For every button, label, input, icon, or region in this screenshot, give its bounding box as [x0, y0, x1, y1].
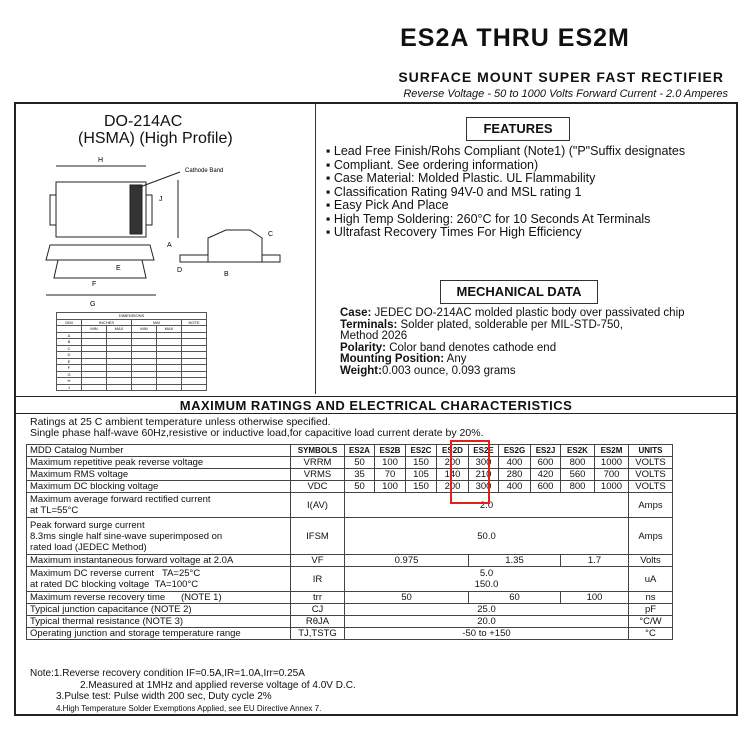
dim-col-inches: INCHES [82, 319, 132, 326]
row-vf [27, 555, 673, 567]
value-cell: 150 [406, 481, 437, 493]
value-cell: 400 [499, 481, 531, 493]
unit-cell: Amps [629, 493, 673, 518]
param-text: at rated DC blocking voltage [30, 579, 150, 590]
rating-summary: Reverse Voltage - 50 to 1000 Volts Forward Current - 2.0 Amperes [403, 88, 728, 100]
col-catalog: MDD Catalog Number [27, 445, 291, 457]
row-surge [27, 518, 673, 555]
param-condition: TA=25°C [161, 568, 201, 579]
ratings-conditions [30, 417, 484, 439]
unit-cell: VOLTS [629, 457, 673, 469]
value-cell: 105 [406, 469, 437, 481]
value-cell: 50.0 [345, 518, 629, 555]
mech-text: 0.003 ounce, 0.093 grams [381, 364, 516, 377]
param-line [30, 579, 287, 590]
feature-item: ▪ Case Material: Molded Plastic. UL Flammability [326, 171, 596, 185]
col-symbols: SYMBOLS [291, 445, 345, 457]
dim-row-label: F [57, 365, 82, 372]
unit-cell: VOLTS [629, 469, 673, 481]
symbol-cell: VRMS [291, 469, 345, 481]
feature-text: Compliant. See ordering information) [333, 157, 539, 172]
dimensions-table [56, 312, 207, 391]
dim-label-g: G [90, 301, 96, 308]
mech-text: Color band denotes cathode end [386, 341, 557, 354]
ratings-note: Single phase half-wave 60Hz,resistive or inductive load,for capacitive load current derate by 20%. [30, 427, 484, 439]
mech-text: Solder plated, solderable per MIL-STD-750, [397, 318, 623, 331]
param-cell [27, 567, 291, 592]
param-cell: Maximum repetitive peak reverse voltage [27, 457, 291, 469]
dim-row-label: G [57, 371, 82, 378]
mech-label: Weight: [340, 364, 382, 377]
value-cell: 1.7 [561, 555, 629, 567]
dimensions-title: DIMENSIONS [57, 313, 207, 320]
dim-row-label: H [57, 378, 82, 385]
symbol-cell: IR [291, 567, 345, 592]
mech-line [340, 366, 750, 378]
dim-col-note: NOTE [182, 319, 207, 326]
unit-cell: °C [629, 628, 673, 640]
symbol-cell: TJ,TSTG [291, 628, 345, 640]
value-cell: 60 [469, 592, 561, 604]
value-cell: 400 [499, 457, 531, 469]
value-cell: 0.975 [345, 555, 469, 567]
param-cell: Typical junction capacitance (NOTE 2) [27, 604, 291, 616]
value-cell: 50 [345, 481, 375, 493]
param-cell: Maximum DC blocking voltage [27, 481, 291, 493]
col-part: ES2M [595, 445, 629, 457]
value-cell: 280 [499, 469, 531, 481]
value-cell: 140 [437, 469, 469, 481]
ratings-heading: MAXIMUM RATINGS AND ELECTRICAL CHARACTERISTICS [14, 396, 738, 414]
feature-text: Classification Rating 94V-0 and MSL rating 1 [333, 184, 582, 199]
param-cell: Maximum RMS voltage [27, 469, 291, 481]
value-line: 5.0 [479, 568, 494, 579]
dim-label-c: C [268, 231, 274, 238]
column-divider [315, 104, 316, 394]
document-subtitle: SURFACE MOUNT SUPER FAST RECTIFIER [398, 69, 724, 85]
col-units: UNITS [629, 445, 673, 457]
row-ir [27, 567, 673, 592]
feature-text: Case Material: Molded Plastic. UL Flammability [333, 171, 596, 185]
mech-label: Terminals: [340, 318, 398, 331]
mechanical-heading: MECHANICAL DATA [440, 280, 598, 304]
value-cell: 200 [437, 457, 469, 469]
feature-text: Lead Free Finish/Rohs Compliant (Note1) ("P"Suffix designates [333, 144, 686, 158]
unit-cell: Amps [629, 518, 673, 555]
notes-block [30, 668, 356, 714]
value-cell: 25.0 [345, 604, 629, 616]
param-cell: Typical thermal resistance (NOTE 3) [27, 616, 291, 628]
value-cell: 200 [437, 481, 469, 493]
col-part: ES2K [561, 445, 595, 457]
value-cell: 150 [406, 457, 437, 469]
package-type: (HSMA) (High Profile) [78, 130, 233, 147]
row-vrrm [27, 457, 673, 469]
value-cell: 1000 [595, 481, 629, 493]
dim-col-mm: MM [132, 319, 182, 326]
symbol-cell: VRRM [291, 457, 345, 469]
col-part: ES2C [406, 445, 437, 457]
dim-sub: MIN [132, 326, 157, 333]
value-cell: 20.0 [345, 616, 629, 628]
value-cell: 100 [375, 481, 406, 493]
col-part: ES2A [345, 445, 375, 457]
dim-label-d: D [177, 267, 183, 274]
features-list [326, 145, 746, 240]
symbol-cell: I(AV) [291, 493, 345, 518]
dim-sub: MAX [157, 326, 182, 333]
feature-item: ▪ Compliant. See ordering information) [326, 157, 539, 172]
mech-text: Method 2026 [340, 330, 408, 342]
feature-item: ▪ High Temp Soldering: 260°C for 10 Seconds At Terminals [326, 211, 651, 226]
dim-row-label: E [57, 358, 82, 365]
value-cell: 1.35 [469, 555, 561, 567]
value-cell: 700 [595, 469, 629, 481]
ratings-table [26, 444, 673, 640]
col-part: ES2D [437, 445, 469, 457]
dim-row-label: B [57, 339, 82, 346]
dim-col-dim: DIM [57, 319, 82, 326]
value-cell: 800 [561, 457, 595, 469]
param-line: rated load (JEDEC Method) [30, 541, 147, 553]
value-cell: 70 [375, 469, 406, 481]
dim-label-j: J [159, 196, 163, 203]
features-heading: FEATURES [466, 117, 570, 141]
param-note: (NOTE 1) [180, 592, 222, 603]
unit-cell: Volts [629, 555, 673, 567]
value-cell: 35 [345, 469, 375, 481]
symbol-cell: VDC [291, 481, 345, 493]
col-part: ES2E [469, 445, 499, 457]
ratings-note: Ratings at 25 C ambient temperature unless otherwise specified. [30, 416, 331, 428]
dim-row-label: J [57, 384, 82, 391]
unit-cell: uA [629, 567, 673, 592]
col-part: ES2B [375, 445, 406, 457]
value-cell: 1000 [595, 457, 629, 469]
param-line: Maximum average forward rectified current [30, 494, 211, 505]
feature-text: Easy Pick And Place [333, 198, 449, 212]
mechanical-data [340, 308, 750, 377]
value-cell: 800 [561, 481, 595, 493]
row-avg-current [27, 493, 673, 518]
param-line: at TL=55°C [30, 505, 79, 516]
mech-label: Polarity: [340, 341, 387, 354]
symbol-cell: VF [291, 555, 345, 567]
dim-row-label: D [57, 352, 82, 359]
param-cell: Operating junction and storage temperature range [27, 628, 291, 640]
param-cell [27, 518, 291, 555]
value-cell: 420 [531, 469, 561, 481]
row-vdc [27, 481, 673, 493]
symbol-cell: trr [291, 592, 345, 604]
value-cell: 100 [375, 457, 406, 469]
dim-label-a: A [167, 242, 172, 249]
param-line: 8.3ms single half sine-wave superimposed on [30, 530, 223, 542]
param-cell: Maximum instantaneous forward voltage at 2.0A [27, 555, 291, 567]
dim-label-h: H [98, 157, 104, 164]
note-line: 4.High Temperature Solder Exemptions Applied, see EU Directive Annex 7. [56, 703, 322, 713]
value-cell: 210 [469, 469, 499, 481]
value-cell: 2.0 [345, 493, 629, 518]
dim-sub: MIN [82, 326, 107, 333]
symbol-cell: CJ [291, 604, 345, 616]
ratings-header-row [27, 445, 673, 457]
param-condition: TA=100°C [154, 579, 199, 590]
package-name: DO-214AC [104, 113, 183, 130]
feature-item: ▪ Classification Rating 94V-0 and MSL rating 1 [326, 184, 582, 199]
param-cell [27, 493, 291, 518]
value-cell: -50 to +150 [345, 628, 629, 640]
row-vrms [27, 469, 673, 481]
col-part: ES2G [499, 445, 531, 457]
dim-sub: MAX [107, 326, 132, 333]
mech-text: Any [444, 353, 467, 365]
param-line: Peak forward surge current [30, 519, 145, 531]
dim-row-label: A [57, 332, 82, 339]
symbol-cell: IFSM [291, 518, 345, 555]
row-trr [27, 592, 673, 604]
value-cell [345, 567, 629, 592]
feature-item: ▪ Easy Pick And Place [326, 198, 449, 212]
note-line: Note:1.Reverse recovery condition IF=0.5A,IR=1.0A,Irr=0.25A [30, 668, 305, 679]
unit-cell: pF [629, 604, 673, 616]
param-cell [27, 592, 291, 604]
unit-cell: °C/W [629, 616, 673, 628]
es2d-highlight-box [450, 440, 490, 504]
feature-text: High Temp Soldering: 260°C for 10 Seconds At Terminals [333, 211, 651, 226]
note-line: 2.Measured at 1MHz and applied reverse voltage of 4.0V D.C. [80, 679, 356, 691]
feature-item: ▪ Ultrafast Recovery Times For High Efficiency [326, 225, 582, 239]
param-text: Maximum reverse recovery time [30, 592, 166, 603]
row-cj [27, 604, 673, 616]
value-cell: 560 [561, 469, 595, 481]
row-temp [27, 628, 673, 640]
param-line [30, 568, 287, 579]
symbol-cell: RθJA [291, 616, 345, 628]
value-cell: 600 [531, 481, 561, 493]
value-cell: 300 [469, 481, 499, 493]
dim-label-e: E [116, 265, 121, 272]
value-cell: 50 [345, 592, 469, 604]
value-cell: 600 [531, 457, 561, 469]
document-title: ES2A THRU ES2M [400, 24, 630, 52]
mech-label: Case: [340, 307, 372, 319]
cathode-label: Cathode Band [185, 168, 224, 174]
unit-cell: ns [629, 592, 673, 604]
value-cell: 300 [469, 457, 499, 469]
dim-label-f: F [92, 281, 97, 288]
value-cell: 100 [561, 592, 629, 604]
package-outline-drawing [30, 150, 290, 310]
value-cell: 50 [345, 457, 375, 469]
row-rth [27, 616, 673, 628]
value-line: 150.0 [474, 579, 499, 590]
note-line: 3.Pulse test: Pulse width 200 sec, Duty cycle 2% [56, 691, 272, 702]
feature-text: Ultrafast Recovery Times For High Efficiency [333, 225, 582, 239]
dim-row-label: C [57, 345, 82, 352]
param-text: Maximum DC reverse current [30, 568, 155, 579]
feature-item: ▪ Lead Free Finish/Rohs Compliant (Note1) ("P"Suffix designates [326, 144, 686, 158]
col-part: ES2J [531, 445, 561, 457]
mech-label: Mounting Position: [340, 353, 445, 365]
mech-text: JEDEC DO-214AC molded plastic body over passivated chip [371, 307, 685, 319]
unit-cell: VOLTS [629, 481, 673, 493]
dim-label-b: B [224, 271, 229, 278]
